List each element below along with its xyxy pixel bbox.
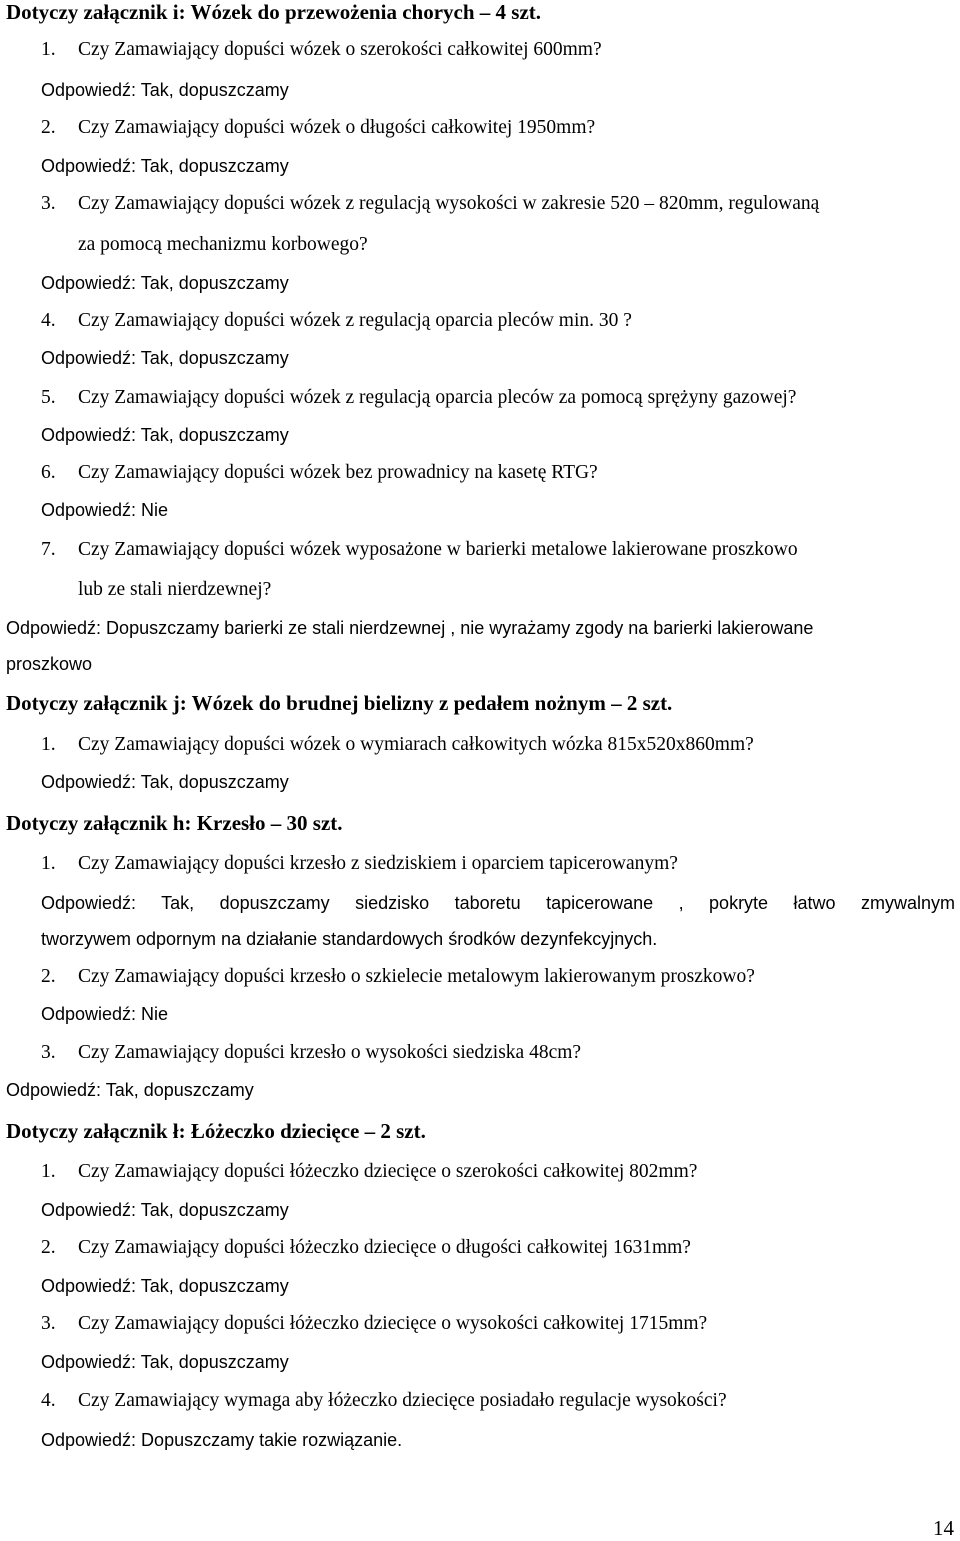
question-text: Czy Zamawiający wymaga aby łóżeczko dziecięce posiadało regulacje wysokości? [78,1390,727,1411]
answer-text: Odpowiedź: Tak, dopuszczamy siedzisko taboretu tapicerowane , pokryte łatwo zmywalnym [41,893,955,913]
section-heading: Dotyczy załącznik ł: Łóżeczko dziecięce – 2 szt. [6,1119,426,1143]
question-number: 1. [41,1161,56,1182]
question-text-continued: za pomocą mechanizmu korbowego? [78,234,368,255]
question-text: Czy Zamawiający dopuści wózek bez prowadnicy na kasetę RTG? [78,462,598,483]
question-number: 1. [41,853,56,874]
question-number: 4. [41,1390,56,1411]
question-number: 3. [41,1042,56,1063]
answer-text: Odpowiedź: Dopuszczamy takie rozwiązanie. [41,1430,403,1450]
answer-text: Odpowiedź: Tak, dopuszczamy [41,348,289,368]
answer-text: Odpowiedź: Dopuszczamy barierki ze stali nierdzewnej , nie wyrażamy zgody na barierki lakierowane [6,618,814,638]
question-number: 5. [41,387,56,408]
question-text: Czy Zamawiający dopuści wózek o długości całkowitej 1950mm? [78,117,596,138]
question-number: 1. [41,734,56,755]
question-text: Czy Zamawiający dopuści wózek z regulacją oparcia pleców za pomocą sprężyny gazowej? [78,387,797,408]
question-number: 3. [41,193,56,214]
question-text: Czy Zamawiający dopuści krzesło z siedziskiem i oparciem tapicerowanym? [78,853,678,874]
answer-text: Odpowiedź: Nie [41,1004,169,1024]
question-text: Czy Zamawiający dopuści wózek o wymiarach całkowitych wózka 815x520x860mm? [78,734,754,755]
question-number: 4. [41,310,56,331]
answer-text: Odpowiedź: Tak, dopuszczamy [41,772,289,792]
answer-text: Odpowiedź: Tak, dopuszczamy [41,273,289,293]
question-text: Czy Zamawiający dopuści wózek o szerokości całkowitej 600mm? [78,39,602,60]
answer-text: Odpowiedź: Tak, dopuszczamy [41,1352,289,1372]
question-number: 1. [41,39,56,60]
answer-text-continued: tworzywem odpornym na działanie standardowych środków dezynfekcyjnych. [41,929,658,949]
answer-text-continued: proszkowo [6,654,93,674]
question-text: Czy Zamawiający dopuści łóżeczko dziecięce o szerokości całkowitej 802mm? [78,1161,698,1182]
page-number: 14 [933,1516,954,1540]
question-text: Czy Zamawiający dopuści krzesło o szkielecie metalowym lakierowanym proszkowo? [78,966,755,987]
question-text: Czy Zamawiający dopuści wózek wyposażone w barierki metalowe lakierowane proszkowo [78,539,798,560]
question-number: 3. [41,1313,56,1334]
question-number: 2. [41,1237,56,1258]
section-heading: Dotyczy załącznik h: Krzesło – 30 szt. [6,811,343,835]
answer-text: Odpowiedź: Tak, dopuszczamy [41,425,289,445]
section-heading: Dotyczy załącznik i: Wózek do przewożenia chorych – 4 szt. [6,0,542,24]
question-text-continued: lub ze stali nierdzewnej? [78,579,272,600]
answer-text: Odpowiedź: Tak, dopuszczamy [41,156,289,176]
answer-text: Odpowiedź: Tak, dopuszczamy [6,1080,254,1100]
question-number: 2. [41,117,56,138]
answer-text: Odpowiedź: Tak, dopuszczamy [41,1276,289,1296]
answer-text: Odpowiedź: Nie [41,500,169,520]
question-number: 6. [41,462,56,483]
question-text: Czy Zamawiający dopuści krzesło o wysokości siedziska 48cm? [78,1042,582,1063]
answer-text: Odpowiedź: Tak, dopuszczamy [41,80,289,100]
question-text: Czy Zamawiający dopuści łóżeczko dziecięce o wysokości całkowitej 1715mm? [78,1313,708,1334]
question-text: Czy Zamawiający dopuści łóżeczko dziecięce o długości całkowitej 1631mm? [78,1237,691,1258]
answer-text: Odpowiedź: Tak, dopuszczamy [41,1200,289,1220]
question-number: 2. [41,966,56,987]
question-text: Czy Zamawiający dopuści wózek z regulacją wysokości w zakresie 520 – 820mm, regulowaną [78,193,820,214]
question-number: 7. [41,539,56,560]
section-heading: Dotyczy załącznik j: Wózek do brudnej bielizny z pedałem nożnym – 2 szt. [6,691,673,715]
question-text: Czy Zamawiający dopuści wózek z regulacją oparcia pleców min. 30 ? [78,310,632,331]
